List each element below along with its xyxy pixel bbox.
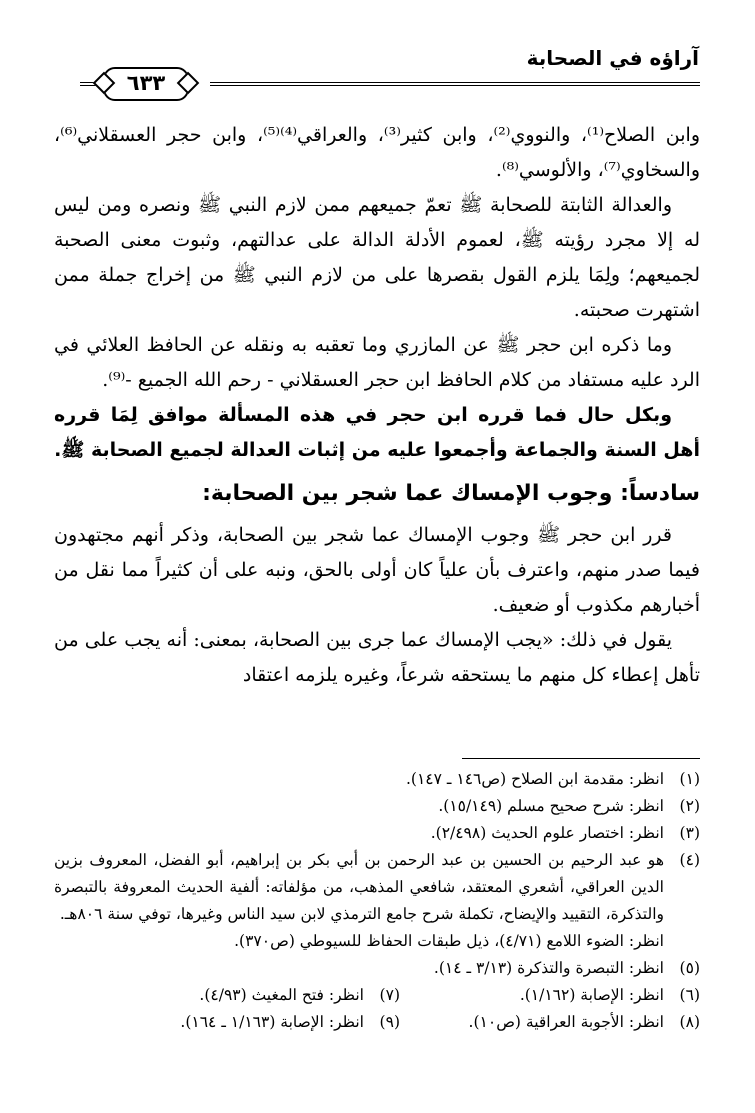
footnote-reference: انظر: الضوء اللامع (٤/٧١)، ذيل طبقات الحفاظ للسيوطي (ص٣٧٠). <box>234 932 664 950</box>
footnote <box>54 847 700 955</box>
footnote <box>54 793 700 820</box>
footnote-text: انظر: فتح المغيث (٤/٩٣). <box>199 986 364 1004</box>
footnotes <box>54 766 700 1036</box>
footnote-number: (٩) <box>379 1013 400 1031</box>
footnote-text <box>54 847 664 955</box>
footnote-pair <box>54 982 700 1009</box>
footnote-number: (٢) <box>679 797 700 815</box>
running-title: آراؤه في الصحابة <box>526 46 699 70</box>
paragraph-emphasis: وبكل حال فما قرره ابن حجر في هذه المسألة موافق لِمَا قرره أهل السنة والجماعة وأجمعوا عليه من إثبات العدالة لجميع الصحابة ﷺ. <box>54 404 700 461</box>
footnote <box>54 766 700 793</box>
footnote-number: (٨) <box>679 1013 700 1031</box>
section-heading: سادساً: وجوب الإمساك عما شجر بين الصحابة: <box>202 481 700 506</box>
footnote-text: انظر: الإصابة (١/١٦٢). <box>519 986 664 1004</box>
paragraph: وما ذكره ابن حجر ﷺ عن المازري وما تعقبه به ونقله عن الحافظ العلائي في الرد عليه مستفاد من كلام الحافظ ابن حجر العسقلاني - رحم الله الجميع -⁽⁹⁾. <box>54 334 700 391</box>
footnote <box>400 1009 700 1036</box>
header-rule <box>210 82 700 83</box>
paragraph: يقول في ذلك: «يجب الإمساك عما جرى بين الصحابة، بمعنى: أنه يجب على من تأهل إعطاء كل منهم ما يستحقه شرعاً، وغيره يلزمه اعتقاد <box>54 629 700 686</box>
footnote-text: انظر: الأجوبة العراقية (ص١٠). <box>468 1013 664 1031</box>
footnote-number: (٦) <box>679 986 700 1004</box>
footnote-number: (٤) <box>679 851 700 869</box>
footnote <box>100 982 400 1009</box>
footnote-text: انظر: شرح صحيح مسلم (١٥/١٤٩). <box>438 797 664 815</box>
footnote <box>54 955 700 982</box>
footnote-number: (٣) <box>679 824 700 842</box>
footnote <box>400 982 700 1009</box>
footnote <box>100 1009 400 1036</box>
header-rule <box>210 85 700 86</box>
footnote-number: (٧) <box>379 986 400 1004</box>
page-number: ٦٣٣ <box>103 67 189 101</box>
paragraph: قرر ابن حجر ﷺ وجوب الإمساك عما شجر بين الصحابة، وذكر أنهم مجتهدون فيما صدر منهم، واعترف بأن علياً كان أولى بالحق، ونبه على أن كثيراً مما نقل من أخبارهم مكذوب أو ضعيف. <box>54 524 700 616</box>
footnote-text: انظر: الإصابة (١/١٦٣ ـ ١٦٤). <box>180 1013 364 1031</box>
footnote-number: (١) <box>679 770 700 788</box>
body-text <box>54 118 700 693</box>
footnote-pair <box>54 1009 700 1036</box>
paragraph: وابن الصلاح⁽¹⁾، والنووي⁽²⁾، وابن كثير⁽³⁾، والعراقي⁽⁴⁾⁽⁵⁾، وابن حجر العسقلاني⁽⁶⁾، والسخاوي⁽⁷⁾، والألوسي⁽⁸⁾. <box>54 124 701 181</box>
footnote-body: هو عبد الرحيم بن الحسين بن عبد الرحمن بن أبي بكر بن إبراهيم، أبو الفضل، المعروف بزين الدين العراقي، أشعري المعتقد، شافعي المذهب، من مؤلفاته: ألفية الحديث المعروفة بالتبصرة والتذكرة، التقييد والإيضاح، تكملة شرح جامع الترمذي لابن سيد الناس وغيرها، توفي سنة ٨٠٦هـ. <box>54 851 664 923</box>
footnote-text: انظر: اختصار علوم الحديث (٢/٤٩٨). <box>430 824 664 842</box>
paragraph: والعدالة الثابتة للصحابة ﷺ تعمّ جميعهم ممن لازم النبي ﷺ ونصره ومن ليس له إلا مجرد رؤيته ﷺ، لعموم الأدلة الدالة على عدالتهم، وثبوت معنى الصحبة لجميعهم؛ ولِمَا يلزم القول بقصرها على من لازم النبي ﷺ من إخراج جملة ممن اشتهرت صحبته. <box>54 194 700 321</box>
footnote-text: انظر: مقدمة ابن الصلاح (ص١٤٦ ـ ١٤٧). <box>406 770 664 788</box>
footnote-divider <box>462 758 700 759</box>
footnote-text: انظر: التبصرة والتذكرة (٣/١٣ ـ ١٤). <box>433 959 664 977</box>
footnote <box>54 820 700 847</box>
footnote-number: (٥) <box>679 959 700 977</box>
